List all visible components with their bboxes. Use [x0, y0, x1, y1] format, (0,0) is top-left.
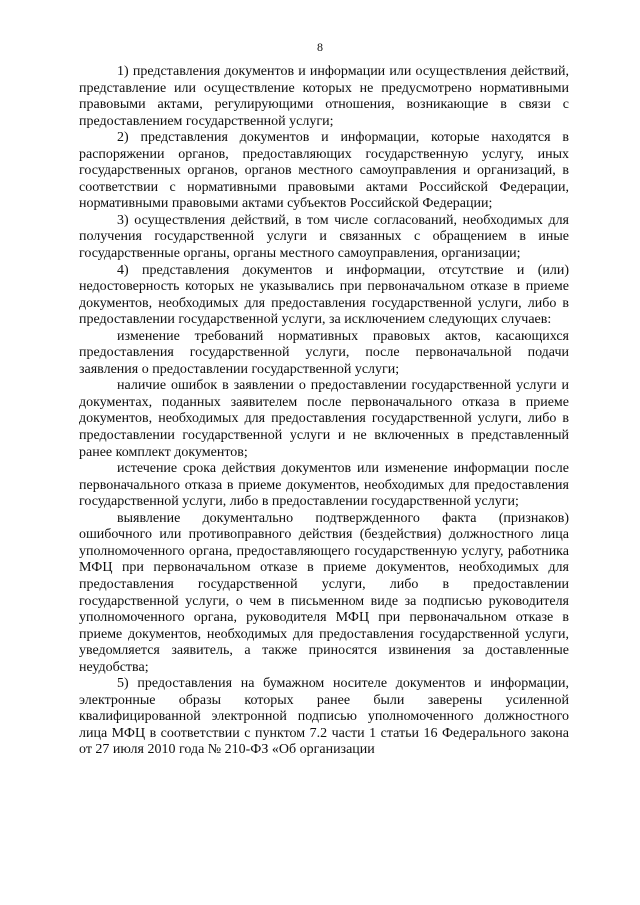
- paragraph-exception-4: выявление документально подтвержденного факта (признаков) ошибочного или противоправного действия (бездействия) должностного лица уполномоченного органа, предоставляющего государственную услугу, работника МФЦ при первоначальном отказе в приеме документов, необходимых для предоставления государственной услуги, либо в предоставлении государственной услуги, о чем в письменном виде за подписью руководителя уполномоченного органа, руководителя МФЦ при первоначальном отказе в приеме документов, необходимых для предоставления государственной услуги, уведомляется заявитель, а также приносятся извинения за доставленные неудобства;: [79, 510, 569, 675]
- paragraph-item-1: 1) представления документов и информации или осуществления действий, представление или осуществление которых не предусмотрено нормативными правовыми актами, регулирующими отношения, возникающие в связи с предоставлением государственной услуги;: [79, 64, 569, 129]
- paragraph-exception-3: истечение срока действия документов или изменение информации после первоначального отказа в приеме документов, необходимых для предоставления государственной услуги, либо в предоставлении государственной услуги;: [79, 461, 569, 510]
- paragraph-item-3: 3) осуществления действий, в том числе согласований, необходимых для получения государственной услуги и связанных с обращением в иные государственные органы, органы местного самоуправления, организации;: [79, 212, 569, 262]
- paragraph-exception-1: изменение требований нормативных правовых актов, касающихся предоставления государственной услуги, после первоначальной подачи заявления о предоставлении государственной услуги;: [79, 328, 569, 377]
- paragraph-item-4: 4) представления документов и информации, отсутствие и (или) недостоверность которых не указывались при первоначальном отказе в приеме документов, необходимых для предоставления государственной услуги, либо в предоставлении государственной услуги, за исключением следующих случаев:: [79, 262, 569, 328]
- paragraph-exception-2: наличие ошибок в заявлении о предоставлении государственной услуги и документах, поданных заявителем после первоначального отказа в приеме документов, необходимых для предоставления государственной услуги, либо в предоставлении государственной услуги и не включенных в представленный ранее комплект документов;: [79, 378, 569, 460]
- document-body: [79, 64, 569, 759]
- paragraph-item-5: 5) предоставления на бумажном носителе документов и информации, электронные образы которых ранее были заверены усиленной квалифицированной электронной подписью уполномоченного должностного лица МФЦ в соответствии с пунктом 7.2 части 1 статьи 16 Федерального закона от 27 июля 2010 года № 210-ФЗ «Об организации: [79, 676, 569, 758]
- paragraph-item-2: 2) представления документов и информации, которые находятся в распоряжении органов, предоставляющих государственную услугу, иных государственных органов, органов местного самоуправления и организаций, в соответствии с нормативными правовыми актами Российской Федерации, нормативными правовыми актами субъектов Российской Федерации;: [79, 130, 569, 212]
- page-number: 8: [317, 40, 323, 54]
